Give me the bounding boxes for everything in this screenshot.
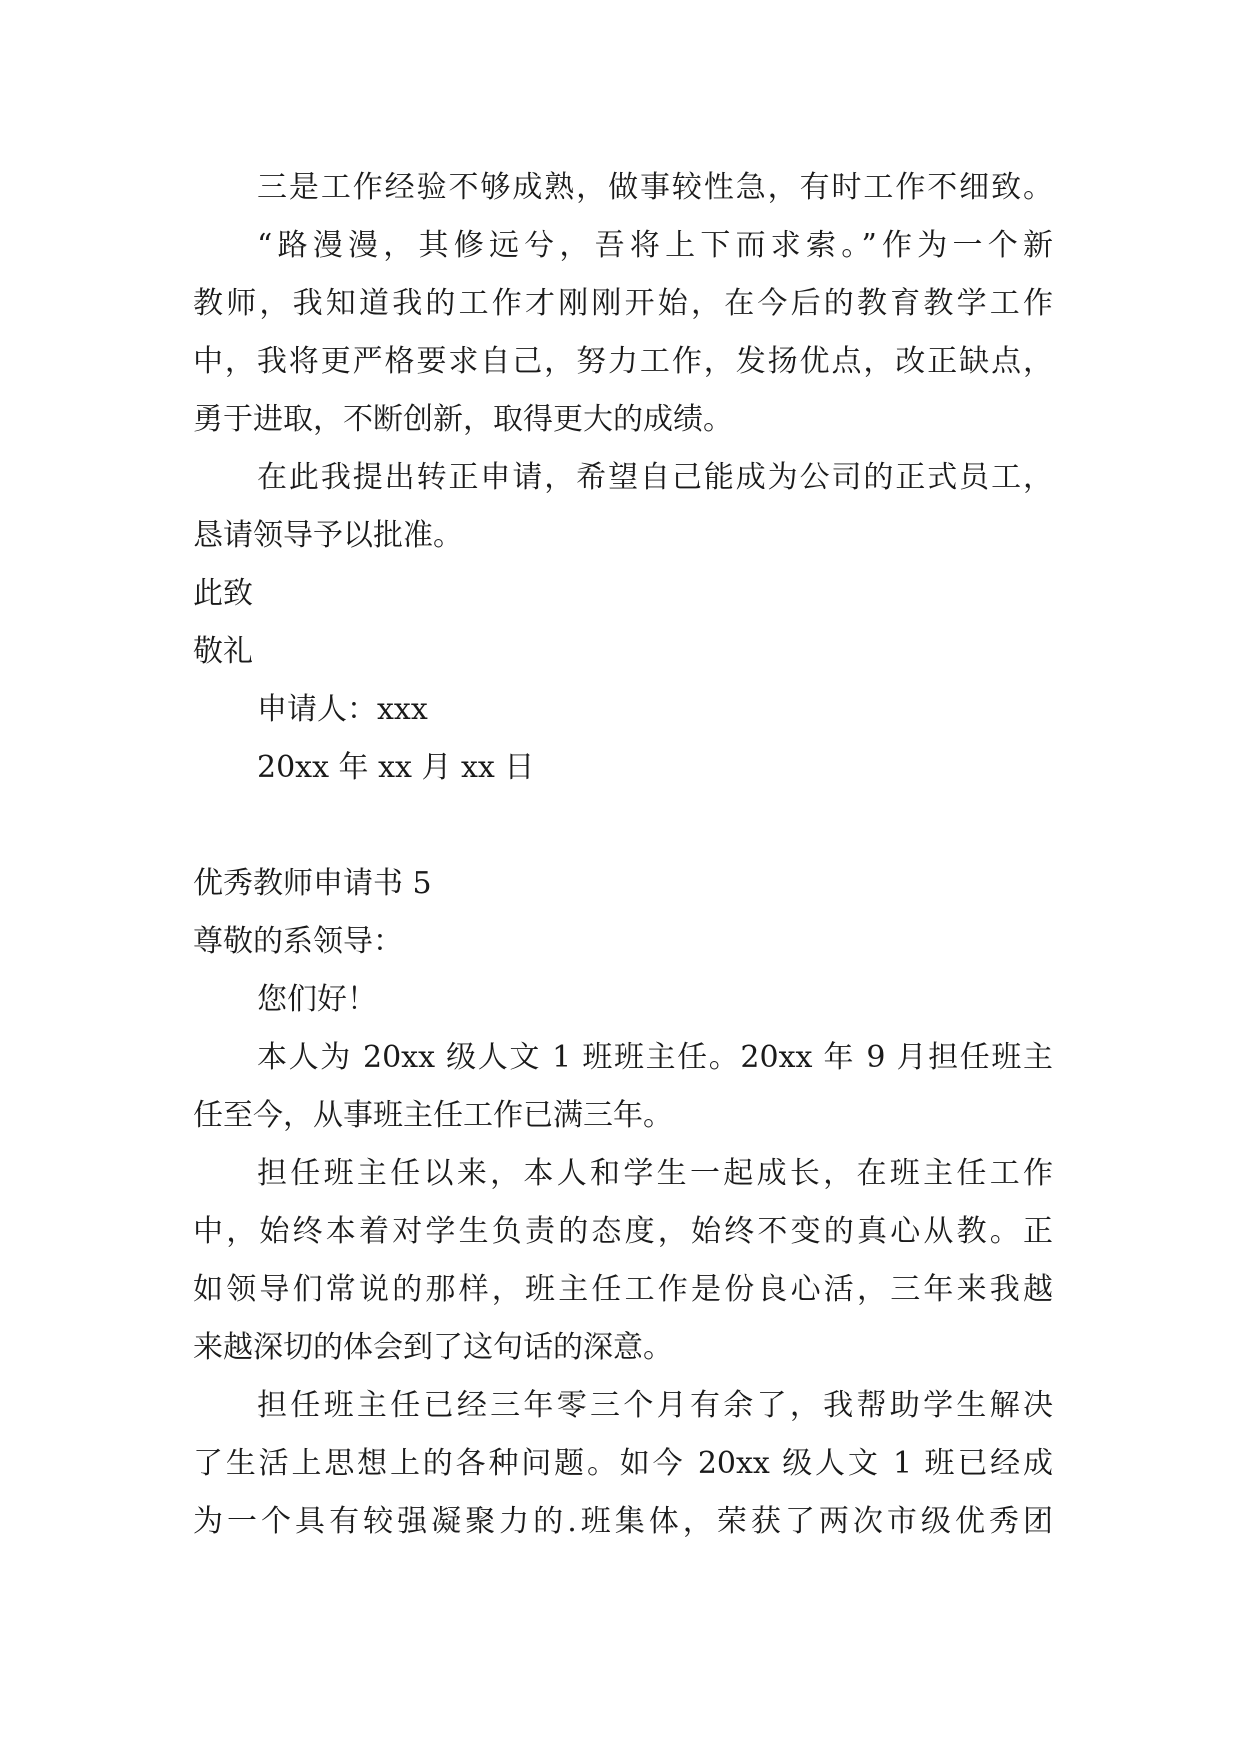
paragraph-line: 了生活上思想上的各种问题。如今 20xx 级人文 1 班已经成 [193, 1446, 1053, 1481]
paragraph-line: 任至今，从事班主任工作已满三年。 [193, 1098, 673, 1133]
closing-line: 此致 [193, 576, 253, 611]
paragraph-line: 教师，我知道我的工作才刚刚开始，在今后的教育教学工作 [193, 286, 1053, 321]
paragraph-line: 三是工作经验不够成熟，做事较性急，有时工作不细致。 [257, 170, 1053, 205]
paragraph-line: 中，我将更严格要求自己，努力工作，发扬优点，改正缺点， [193, 344, 1053, 379]
paragraph-line: “路漫漫，其修远兮，吾将上下而求索。”作为一个新 [257, 228, 1053, 263]
signature-date: 20xx 年 xx 月 xx 日 [257, 750, 535, 785]
paragraph-line: 担任班主任以来，本人和学生一起成长，在班主任工作 [257, 1156, 1053, 1191]
paragraph-line: 勇于进取，不断创新，取得更大的成绩。 [193, 402, 733, 437]
applicant-signature: 申请人：xxx [257, 692, 428, 727]
paragraph-line: 本人为 20xx 级人文 1 班班主任。20xx 年 9 月担任班主 [257, 1040, 1053, 1075]
paragraph-line: 在此我提出转正申请，希望自己能成为公司的正式员工， [257, 460, 1053, 495]
paragraph-line: 来越深切的体会到了这句话的深意。 [193, 1330, 673, 1365]
closing-salutation: 敬礼 [193, 634, 253, 669]
paragraph-line: 为一个具有较强凝聚力的.班集体，荣获了两次市级优秀团 [193, 1504, 1053, 1539]
greeting: 尊敬的系领导： [193, 924, 403, 959]
paragraph-line: 中，始终本着对学生负责的态度，始终不变的真心从教。正 [193, 1214, 1053, 1249]
paragraph-line: 恳请领导予以批准。 [193, 518, 463, 553]
paragraph-line: 担任班主任已经三年零三个月有余了，我帮助学生解决 [257, 1388, 1053, 1423]
greeting-line: 您们好！ [257, 982, 377, 1017]
paragraph-line: 如领导们常说的那样，班主任工作是份良心活，三年来我越 [193, 1272, 1053, 1307]
section-title: 优秀教师申请书 5 [193, 866, 432, 901]
